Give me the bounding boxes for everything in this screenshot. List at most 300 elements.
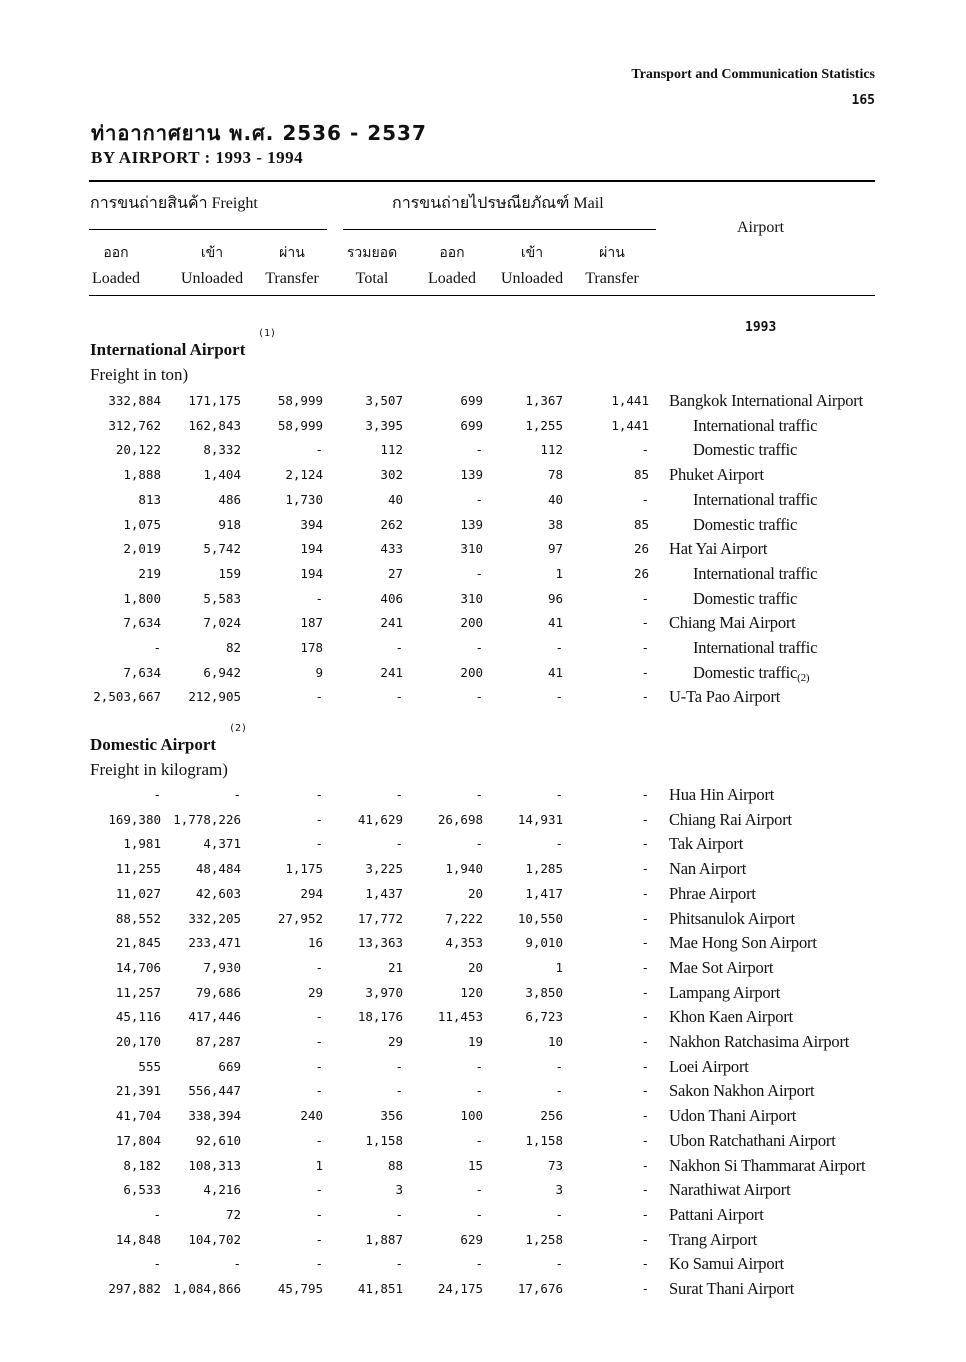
table-cell: - — [641, 640, 649, 655]
table-cell: 9 — [315, 664, 323, 680]
table-cell: - — [315, 1009, 323, 1025]
airport-name — [669, 1154, 865, 1178]
table-cell: 486 — [218, 491, 241, 507]
table-cell: 1,940 — [445, 861, 483, 877]
table-row — [0, 832, 966, 856]
airport-name — [669, 1178, 791, 1202]
table-cell: 1,888 — [123, 467, 161, 483]
table-row — [0, 389, 966, 413]
table-cell: - — [315, 1206, 323, 1222]
table-cell: - — [641, 1034, 649, 1049]
column-header — [572, 240, 652, 292]
airport-name-text: Phitsanulok Airport — [669, 908, 795, 928]
table-row — [0, 587, 966, 611]
column-header — [412, 240, 492, 292]
airport-name — [669, 1277, 794, 1301]
airport-name — [669, 463, 764, 487]
table-cell: 233,471 — [188, 935, 241, 951]
table-cell: 26 — [633, 541, 649, 557]
table-cell: - — [641, 959, 649, 975]
table-cell: 73 — [547, 1157, 563, 1173]
airport-name — [669, 1030, 849, 1054]
table-cell: - — [315, 1083, 323, 1099]
table-cell: 85 — [633, 516, 649, 532]
airport-name-text: Khon Kaen Airport — [669, 1007, 793, 1027]
table-row — [0, 537, 966, 561]
table-row — [0, 882, 966, 906]
table-cell: 1,255 — [525, 417, 563, 433]
table-cell: - — [555, 836, 563, 852]
table-cell: - — [641, 910, 649, 926]
table-cell: - — [641, 836, 649, 852]
column-header — [172, 240, 252, 292]
table-cell: 20,122 — [115, 442, 161, 458]
table-row — [0, 1055, 966, 1079]
table-cell: - — [315, 1231, 323, 1247]
airport-name-text: Pattani Airport — [669, 1204, 764, 1224]
table-cell: 310 — [460, 590, 483, 606]
airport-name — [693, 414, 817, 438]
table-cell: 178 — [300, 640, 323, 655]
table-cell: - — [395, 1256, 403, 1272]
table-cell: 394 — [300, 516, 323, 532]
table-cell: - — [641, 1231, 649, 1247]
table-cell: - — [233, 1256, 241, 1272]
airport-name-text: Mae Hong Son Airport — [669, 933, 817, 953]
table-cell: 200 — [460, 615, 483, 631]
table-cell: 6,723 — [525, 1009, 563, 1025]
table-cell: - — [395, 689, 403, 705]
table-cell: 78 — [547, 467, 563, 483]
table-cell: - — [475, 1058, 483, 1074]
table-row — [0, 907, 966, 931]
table-cell: 241 — [380, 615, 403, 631]
table-cell: - — [395, 1083, 403, 1099]
table-cell: 3,970 — [365, 984, 403, 1000]
table-cell: - — [641, 664, 649, 680]
table-cell: 85 — [633, 467, 649, 483]
table-cell: 1,404 — [203, 467, 241, 483]
table-row — [0, 1129, 966, 1153]
airport-name — [693, 438, 797, 462]
table-cell: - — [475, 1083, 483, 1099]
table-cell: - — [315, 1034, 323, 1049]
airport-name — [669, 808, 792, 832]
table-cell: - — [315, 1256, 323, 1272]
table-cell: - — [315, 959, 323, 975]
table-cell: 38 — [547, 516, 563, 532]
table-cell: 41,851 — [357, 1281, 403, 1296]
table-cell: 20,170 — [115, 1034, 161, 1049]
column-header-english: Transfer — [265, 270, 319, 287]
table-cell: 4,371 — [203, 836, 241, 852]
table-cell: 29 — [387, 1034, 403, 1049]
airport-name — [669, 537, 767, 561]
airport-name-text: Phrae Airport — [669, 883, 756, 903]
airport-name-text: International traffic — [693, 415, 818, 435]
table-cell: 11,027 — [115, 885, 161, 901]
table-cell: 256 — [540, 1108, 563, 1124]
table-cell: 338,394 — [188, 1108, 241, 1124]
running-title: Transport and Communication Statistics — [631, 67, 875, 82]
column-header — [492, 240, 572, 292]
table-cell: - — [475, 442, 483, 458]
table-cell: 356 — [380, 1108, 403, 1124]
freight-group-header: การขนถ่ายสินค้า Freight — [90, 195, 258, 212]
table-cell: 112 — [380, 442, 403, 458]
table-cell: 26,698 — [437, 811, 483, 827]
table-cell: 1,800 — [123, 590, 161, 606]
table-cell: 332,884 — [108, 393, 161, 408]
table-cell: 26 — [633, 565, 649, 581]
airport-name — [693, 562, 817, 586]
airport-name — [669, 931, 817, 955]
table-row — [0, 981, 966, 1005]
table-cell: 1,258 — [525, 1231, 563, 1247]
table-cell: 417,446 — [188, 1009, 241, 1025]
table-cell: 72 — [225, 1206, 241, 1222]
table-cell: - — [555, 1083, 563, 1099]
table-cell: 58,999 — [277, 417, 323, 433]
table-row — [0, 438, 966, 462]
table-cell: 2,503,667 — [93, 689, 161, 705]
airport-name — [669, 1252, 784, 1276]
column-header-english: Transfer — [585, 270, 639, 287]
table-cell: 100 — [460, 1108, 483, 1124]
table-cell: 7,222 — [445, 910, 483, 926]
table-cell: - — [315, 590, 323, 606]
year-label: 1993 — [745, 320, 777, 335]
table-cell: 629 — [460, 1231, 483, 1247]
table-cell: - — [641, 787, 649, 802]
table-cell: 1,441 — [611, 393, 649, 408]
table-row — [0, 1005, 966, 1029]
table-cell: - — [475, 836, 483, 852]
airport-name — [669, 685, 780, 709]
table-cell: 1,367 — [525, 393, 563, 408]
airport-name-text: Nakhon Si Thammarat Airport — [669, 1155, 866, 1175]
table-cell: 29 — [307, 984, 323, 1000]
table-cell: - — [153, 1256, 161, 1272]
airport-name-text: Nan Airport — [669, 859, 747, 879]
table-cell: 41,629 — [357, 811, 403, 827]
table-row — [0, 1228, 966, 1252]
table-cell: 194 — [300, 541, 323, 557]
table-cell: 27,952 — [277, 910, 323, 926]
airport-name-text: Surat Thani Airport — [669, 1279, 795, 1298]
table-cell: - — [475, 491, 483, 507]
table-cell: 200 — [460, 664, 483, 680]
table-cell: 171,175 — [188, 393, 241, 408]
airport-name-text: Sakon Nakhon Airport — [669, 1081, 815, 1101]
table-cell: 1,158 — [365, 1132, 403, 1148]
airport-name-text: Chiang Rai Airport — [669, 809, 792, 829]
page-title-thai: ท่าอากาศยาน พ.ศ. 2536 - 2537 — [91, 121, 427, 145]
table-cell: 669 — [218, 1058, 241, 1074]
table-row — [0, 1252, 966, 1276]
airport-name-text: Loei Airport — [669, 1056, 749, 1076]
table-cell: - — [641, 861, 649, 877]
table-cell: - — [315, 811, 323, 827]
table-cell: 20 — [467, 959, 483, 975]
table-cell: 58,999 — [277, 393, 323, 408]
freight-group-rule — [89, 229, 327, 230]
mail-group-rule — [343, 229, 656, 230]
table-row — [0, 414, 966, 438]
table-cell: 15 — [467, 1157, 483, 1173]
table-cell: - — [153, 640, 161, 655]
table-row — [0, 611, 966, 635]
table-cell: - — [641, 442, 649, 458]
table-cell: - — [315, 787, 323, 802]
airport-name — [669, 1005, 793, 1029]
table-cell: - — [641, 1083, 649, 1099]
table-cell: - — [641, 491, 649, 507]
table-cell: 3,395 — [365, 417, 403, 433]
page-title: BY AIRPORT : 1993 - 1994 — [91, 148, 304, 167]
airport-name — [693, 488, 817, 512]
table-cell: 97 — [547, 541, 563, 557]
table-cell: 87,287 — [195, 1034, 241, 1049]
airport-name — [669, 907, 795, 931]
table-cell: - — [395, 836, 403, 852]
table-cell: 14,848 — [115, 1231, 161, 1247]
table-cell: 108,313 — [188, 1157, 241, 1173]
table-cell: 41,704 — [115, 1108, 161, 1124]
airport-name — [669, 882, 756, 906]
table-cell: - — [641, 1157, 649, 1173]
airport-name-text: Trang Airport — [669, 1229, 758, 1249]
table-cell: 219 — [138, 565, 161, 581]
table-cell: - — [475, 640, 483, 655]
table-cell: 104,702 — [188, 1231, 241, 1247]
table-cell: - — [475, 1182, 483, 1198]
table-cell: 40 — [387, 491, 403, 507]
table-cell: - — [641, 984, 649, 1000]
section-title: Domestic Airport — [90, 735, 217, 754]
table-cell: - — [641, 1108, 649, 1124]
table-cell: 1 — [555, 565, 563, 581]
table-cell: 8,182 — [123, 1157, 161, 1173]
table-cell: - — [555, 1058, 563, 1074]
table-row — [0, 513, 966, 537]
airport-name-text: Ubon Ratchathani Airport — [669, 1130, 836, 1150]
table-row — [0, 1277, 966, 1301]
page-number: 165 — [851, 93, 875, 108]
table-cell: 1,887 — [365, 1231, 403, 1247]
column-header-english: Total — [355, 270, 389, 287]
table-top-rule — [89, 180, 875, 182]
table-cell: 27 — [387, 565, 403, 581]
airport-name — [669, 1055, 749, 1079]
table-row — [0, 1104, 966, 1128]
table-cell: - — [315, 1132, 323, 1148]
airport-name-text: Narathiwat Airport — [669, 1180, 791, 1200]
table-cell: 1 — [555, 959, 563, 975]
table-cell: 96 — [547, 590, 563, 606]
table-cell: - — [641, 1281, 649, 1296]
table-cell: 7,634 — [123, 615, 161, 631]
table-cell: - — [315, 1182, 323, 1198]
table-cell: 21,391 — [115, 1083, 161, 1099]
airport-name-text: Udon Thani Airport — [669, 1106, 797, 1126]
table-row — [0, 1178, 966, 1202]
airport-name — [693, 636, 817, 660]
table-cell: 406 — [380, 590, 403, 606]
column-header-thai: รวมยอด — [346, 245, 398, 261]
header-bottom-rule — [89, 295, 875, 296]
row-footnote-marker: (2) — [797, 671, 810, 684]
table-cell: 139 — [460, 516, 483, 532]
section-unit: Freight in ton) — [90, 365, 189, 384]
table-cell: 48,484 — [195, 861, 241, 877]
table-cell: - — [475, 1256, 483, 1272]
table-cell: 45,795 — [277, 1281, 323, 1296]
table-cell: 41 — [547, 615, 563, 631]
table-cell: - — [395, 787, 403, 802]
table-cell: 3,225 — [365, 861, 403, 877]
table-cell: 10 — [547, 1034, 563, 1049]
column-header-thai: เข้า — [200, 245, 224, 261]
table-cell: - — [641, 1009, 649, 1025]
airport-name-text: Nakhon Ratchasima Airport — [669, 1032, 850, 1051]
table-cell: 45,116 — [115, 1009, 161, 1025]
table-cell: 294 — [300, 885, 323, 901]
table-cell: 162,843 — [188, 417, 241, 433]
table-cell: 88,552 — [115, 910, 161, 926]
table-cell: - — [153, 1206, 161, 1222]
airport-name — [669, 1129, 836, 1153]
table-cell: 9,010 — [525, 935, 563, 951]
table-cell: 212,905 — [188, 689, 241, 705]
column-header-thai: ออก — [103, 245, 129, 261]
airport-name — [669, 611, 796, 635]
table-cell: 3 — [395, 1182, 403, 1198]
table-cell: 1,175 — [285, 861, 323, 877]
table-row — [0, 685, 966, 709]
airport-name — [669, 1228, 757, 1252]
table-cell: 813 — [138, 491, 161, 507]
table-cell: 556,447 — [188, 1083, 241, 1099]
table-cell: - — [641, 1206, 649, 1222]
table-cell: 19 — [467, 1034, 483, 1049]
table-cell: 40 — [547, 491, 563, 507]
section-unit: Freight in kilogram) — [90, 760, 228, 779]
table-cell: 42,603 — [195, 885, 241, 901]
airport-name-text: Chiang Mai Airport — [669, 613, 796, 633]
table-row — [0, 1154, 966, 1178]
table-cell: 11,257 — [115, 984, 161, 1000]
table-cell: - — [475, 1206, 483, 1222]
airport-name-text: Hua Hin Airport — [669, 785, 775, 804]
table-cell: 14,706 — [115, 959, 161, 975]
airport-name — [669, 1203, 764, 1227]
table-row — [0, 1203, 966, 1227]
table-cell: - — [555, 787, 563, 802]
table-row — [0, 956, 966, 980]
table-cell: - — [641, 885, 649, 901]
table-cell: 14,931 — [517, 811, 563, 827]
table-cell: - — [555, 640, 563, 655]
airport-name-text: Hat Yai Airport — [669, 539, 768, 559]
airport-name-text: U-Ta Pao Airport — [669, 687, 781, 707]
table-cell: 159 — [218, 565, 241, 581]
table-row — [0, 1030, 966, 1054]
table-cell: - — [641, 1182, 649, 1198]
table-cell: 699 — [460, 417, 483, 433]
airport-name — [669, 1079, 814, 1103]
table-row — [0, 488, 966, 512]
table-row — [0, 783, 966, 807]
table-cell: 310 — [460, 541, 483, 557]
table-cell: 433 — [380, 541, 403, 557]
table-row — [0, 661, 966, 685]
table-cell: 6,533 — [123, 1182, 161, 1198]
table-cell: - — [641, 935, 649, 951]
table-cell: 312,762 — [108, 417, 161, 433]
table-row — [0, 931, 966, 955]
footnote-marker: (1) — [258, 328, 277, 339]
table-cell: 20 — [467, 885, 483, 901]
table-cell: - — [395, 1058, 403, 1074]
column-header-thai: ผ่าน — [279, 245, 305, 261]
table-cell: 302 — [380, 467, 403, 483]
table-cell: 3 — [555, 1182, 563, 1198]
table-cell: 1,417 — [525, 885, 563, 901]
table-cell: 332,205 — [188, 910, 241, 926]
column-header — [252, 240, 332, 292]
airport-name — [669, 832, 743, 856]
table-cell: 1,084,866 — [173, 1281, 241, 1296]
table-cell: - — [641, 1132, 649, 1148]
airport-name-text: Bangkok International Airport — [669, 391, 863, 410]
table-cell: - — [641, 1256, 649, 1272]
table-cell: 92,610 — [195, 1132, 241, 1148]
table-cell: 4,353 — [445, 935, 483, 951]
airport-name-text: Mae Sot Airport — [669, 957, 774, 977]
table-cell: 194 — [300, 565, 323, 581]
table-cell: - — [153, 787, 161, 802]
airport-name — [693, 587, 797, 611]
table-cell: - — [475, 1132, 483, 1148]
table-cell: 5,742 — [203, 541, 241, 557]
column-header-english: Unloaded — [180, 270, 244, 287]
table-row — [0, 562, 966, 586]
table-cell: - — [641, 1058, 649, 1074]
table-cell: 918 — [218, 516, 241, 532]
table-cell: - — [395, 1206, 403, 1222]
column-header-thai: ออก — [439, 245, 465, 261]
mail-group-header: การขนถ่ายไปรษณียภัณฑ์ Mail — [392, 195, 604, 212]
airport-name — [669, 783, 774, 807]
airport-name-text: Domestic traffic — [693, 514, 798, 534]
table-cell: 187 — [300, 615, 323, 631]
column-header-thai: เข้า — [520, 245, 544, 261]
airport-name-text: Domestic traffic — [693, 588, 798, 608]
table-cell: 4,216 — [203, 1182, 241, 1198]
table-cell: - — [233, 787, 241, 802]
table-cell: 3,850 — [525, 984, 563, 1000]
column-header — [332, 240, 412, 292]
airport-name-text: Ko Samui Airport — [669, 1254, 785, 1274]
table-cell: - — [475, 787, 483, 802]
column-header-thai: ผ่าน — [599, 245, 625, 261]
table-cell: 555 — [138, 1058, 161, 1074]
table-cell: 5,583 — [203, 590, 241, 606]
table-cell: - — [315, 442, 323, 458]
table-cell: 1,075 — [123, 516, 161, 532]
airport-name — [669, 1104, 796, 1128]
